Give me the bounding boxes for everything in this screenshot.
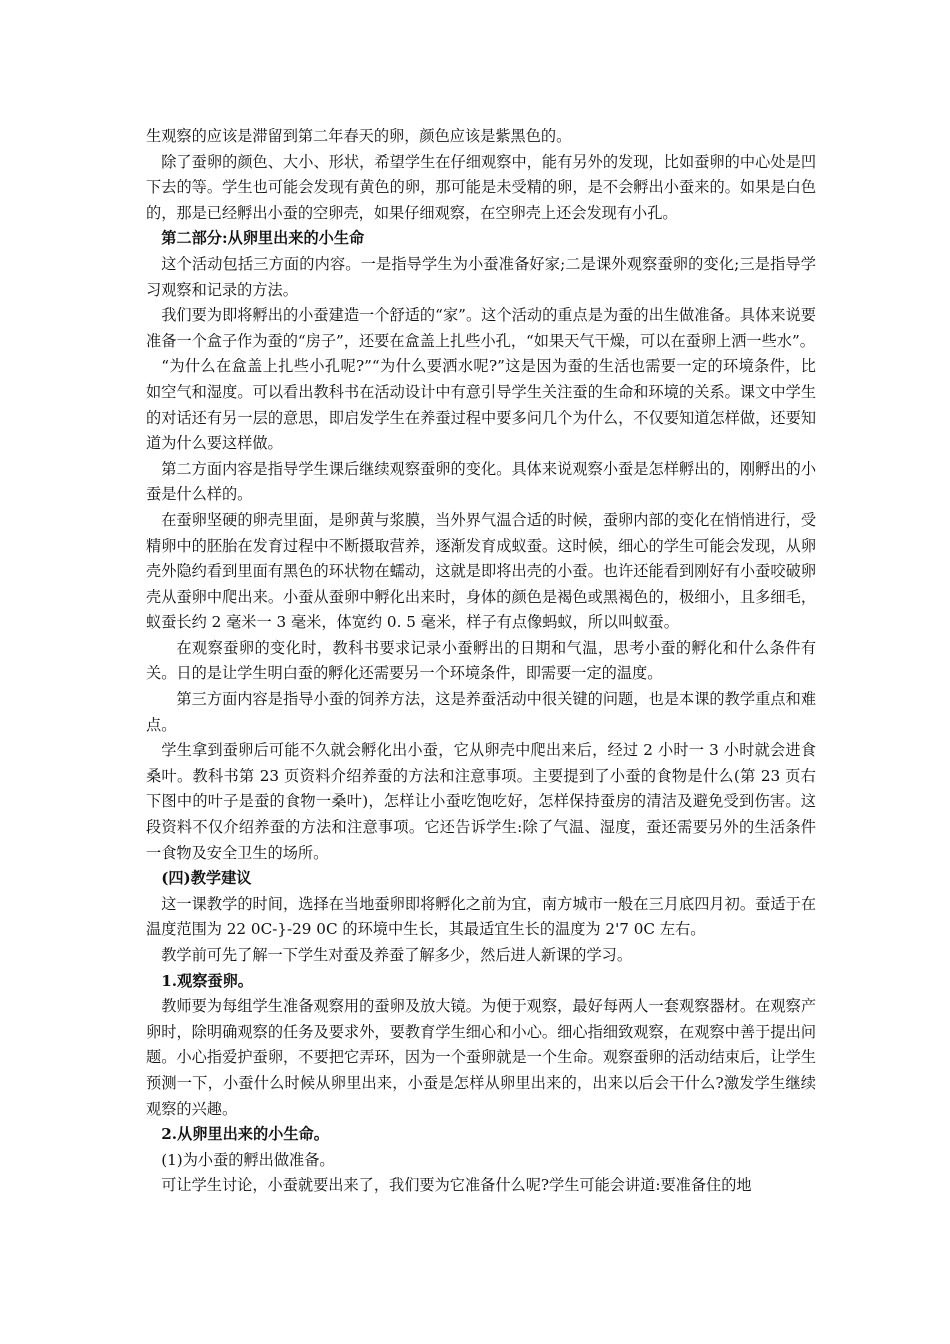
paragraph: 这一课教学的时间，选择在当地蚕卵即将孵化之前为宜，南方城市一般在三月底四月初。蚕适于在温度范围为 22 0C-}-29 0C 的环境中生长，其最适宜生长的温度为 2'7 0C 左右。	[146, 894, 816, 939]
section-heading: 2.从卵里出来的小生命。	[161, 1125, 329, 1144]
sub-heading: (1)为小蚕的孵出做准备。	[161, 1150, 335, 1169]
paragraph: 教师要为每组学生准备观察用的蚕卵及放大镜。为便于观察，最好每两人一套观察器材。在观察产卵时，除明确观察的任务及要求外，要教育学生细心和小心。细心指细致观察，在观察中善于提出问题。小心指爱护蚕卵，不要把它弄环，因为一个蚕卵就是一个生命。观察蚕卵的活动结束后，让学生预测一下，小蚕什么时候从卵里出来，小蚕是怎样从卵里出来的，出来以后会干什么?激发学生继续观察的兴趣。	[146, 997, 816, 1118]
paragraph: 第二方面内容是指导学生课后继续观察蚕卵的变化。具体来说观察小蚕是怎样孵出的，刚孵出的小蚕是什么样的。	[146, 459, 816, 504]
paragraph: 教学前可先了解一下学生对蚕及养蚕了解多少，然后进人新课的学习。	[161, 946, 632, 964]
paragraph: 我们要为即将孵出的小蚕建造一个舒适的“家”。这个活动的重点是为蚕的出生做准备。具体来说要准备一个盒子作为蚕的“房子”，还要在盒盖上扎些小孔，“如果天气干燥，可以在蚕卵上洒一些水”。	[146, 306, 816, 350]
section-heading: 1.观察蚕卵。	[161, 971, 253, 990]
document-page	[146, 124, 816, 1199]
paragraph: 学生拿到蚕卵后可能不久就会孵化出小蚕，它从卵壳中爬出来后，经过 2 小时一 3 小时就会进食桑叶。教科书第 23 页资料介绍养蚕的方法和注意事项。主要提到了小蚕的食物是什么(第 23 页右下图中的叶子是蚕的食物一桑叶)，怎样让小蚕吃饱吃好，怎样保持蚕房的清洁及避免受到伤害。这段资料不仅介绍养蚕的方法和注意事项。它还告诉学生:除了气温、湿度，蚕还需要另外的生活条件一食物及安全卫生的场所。	[146, 741, 816, 862]
paragraph: 在观察蚕卵的变化时，教科书要求记录小蚕孵出的日期和气温，思考小蚕的孵化和什么条件有关。日的是让学生明白蚕的孵化还需要另一个环境条件，即需要一定的温度。	[146, 638, 816, 683]
paragraph: 第三方面内容是指导小蚕的饲养方法，这是养蚕活动中很关键的问题，也是本课的教学重点和难点。	[146, 690, 816, 734]
paragraph: 可让学生讨论，小蚕就要出来了，我们要为它准备什么呢?学生可能会讲道:要准备住的地	[161, 1176, 752, 1195]
paragraph: 除了蚕卵的颜色、大小、形状，希望学生在仔细观察中，能有另外的发现，比如蚕卵的中心处是凹下去的等。学生也可能会发现有黄色的卵，那可能是未受精的卵，是不会孵出小蚕来的。如果是白色的，那是已经孵出小蚕的空卵壳，如果仔细观察，在空卵壳上还会发现有小孔。	[146, 152, 816, 222]
paragraph: 在蚕卵坚硬的卵壳里面，是卵黄与浆膜，当外界气温合适的时候，蚕卵内部的变化在悄悄进行，受精卵中的胚胎在发育过程中不断摄取营养，逐渐发育成蚁蚕。这时候，细心的学生可能会发现，从卵壳外隐约看到里面有黑色的环状物在蠕动，这就是即将出壳的小蚕。也许还能看到刚好有小蚕咬破卵壳从蚕卵中爬出来。小蚕从蚕卵中孵化出来时，身体的颜色是褐色或黑褐色的，极细小，且多细毛，蚁蚕长约 2 毫米一 3 毫米，体宽约 0. 5 毫米，样子有点像蚂蚁，所以叫蚁蚕。	[146, 510, 816, 632]
paragraph: “为什么在盒盖上扎些小孔呢?”“为什么要洒水呢?”这是因为蚕的生活也需要一定的环境条件，比如空气和湿度。可以看出教科书在活动设计中有意引导学生关注蚕的生命和环境的关系。课文中学生的对话还有另一层的意思，即启发学生在养蚕过程中要多问几个为什么，不仅要知道怎样做，还要知道为什么要这样做。	[146, 357, 816, 453]
paragraph: 生观察的应该是滞留到第二年春天的卵，颜色应该是紫黑色的。	[146, 127, 572, 145]
paragraph: 这个活动包括三方面的内容。一是指导学生为小蚕准备好家;二是课外观察蚕卵的变化;三是指导学习观察和记录的方法。	[146, 254, 816, 299]
section-heading: (四)教学建议	[161, 869, 252, 888]
section-heading: 第二部分:从卵里出来的小生命	[161, 229, 365, 248]
